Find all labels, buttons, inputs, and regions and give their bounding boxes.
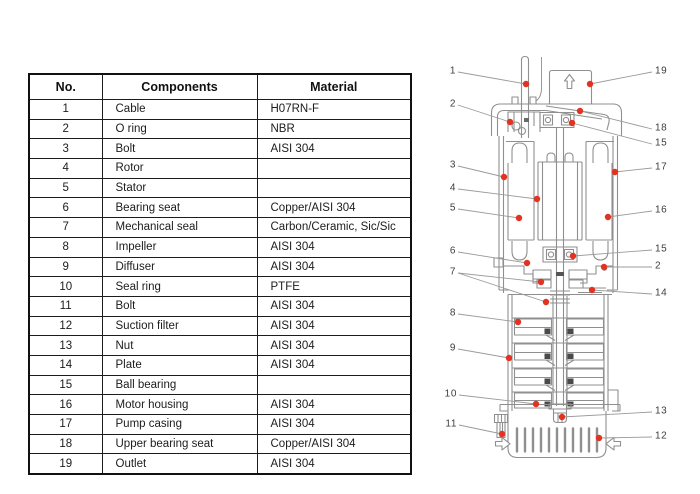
row-number: 9 [29,257,102,277]
material-value: Copper/AISI 304 [257,434,411,454]
callout-leader-line [458,314,518,322]
component-marker-dot [596,435,602,441]
row-number: 19 [29,454,102,474]
callout-number: 15 [655,243,668,255]
material-value [257,159,411,179]
bearing-seat-part [504,266,541,283]
component-name: O ring [102,119,257,139]
material-value: AISI 304 [257,316,411,336]
callout-leader-line [580,111,652,129]
table-row [29,375,411,395]
row-number: 8 [29,237,102,257]
material-value: Carbon/Ceramic, Sic/Sic [257,218,411,238]
row-number: 17 [29,415,102,435]
row-number: 15 [29,375,102,395]
row-number: 4 [29,159,102,179]
component-name: Bolt [102,296,257,316]
table-row [29,159,411,179]
row-number: 14 [29,355,102,375]
material-value [257,178,411,198]
table-row [29,434,411,454]
col-header-material: Material [257,74,411,100]
component-name: Motor housing [102,395,257,415]
callout-number: 14 [655,287,668,299]
callout-leader-line [458,209,519,218]
component-marker-dot [589,287,595,293]
row-number: 10 [29,277,102,297]
row-number: 7 [29,218,102,238]
table-row [29,139,411,159]
pump-stage [512,318,604,341]
callout-leader-line [458,105,510,122]
table-header-row [29,74,411,100]
component-name: Seal ring [102,277,257,297]
material-value [257,375,411,395]
component-marker-dot [507,119,513,125]
component-name: Diffuser [102,257,257,277]
outlet-part [550,71,592,105]
component-marker-dot [515,319,521,325]
material-value: AISI 304 [257,454,411,474]
component-marker-dot [516,215,522,221]
table-row [29,218,411,238]
callout-number: 16 [655,204,668,216]
component-marker-dot [587,81,593,87]
bearing-seat-part [580,266,613,283]
row-number: 13 [29,336,102,356]
component-name: Rotor [102,159,257,179]
component-marker-dot [577,108,583,114]
callout-number: 7 [449,266,456,278]
pump-cross-section-diagram [438,48,700,478]
callout-number: 8 [449,307,456,319]
pump-stage [512,392,604,408]
material-value: AISI 304 [257,257,411,277]
material-value: AISI 304 [257,237,411,257]
material-value: AISI 304 [257,355,411,375]
callout-number: 19 [655,65,668,77]
table-row [29,395,411,415]
rotor-part [538,162,582,240]
component-marker-dot [605,214,611,220]
callout-leader-line [615,168,652,172]
component-marker-dot [499,431,505,437]
table-row [29,336,411,356]
component-name: Outlet [102,454,257,474]
component-name: Cable [102,100,257,120]
callout-leader-line [458,166,504,177]
row-number: 16 [29,395,102,415]
table-row [29,454,411,474]
callout-leader-line [459,425,502,434]
component-marker-dot [559,414,565,420]
row-number: 12 [29,316,102,336]
table-row [29,316,411,336]
component-marker-dot [506,355,512,361]
stator-winding-head [512,143,527,163]
upper-ball-bearing-part [540,113,574,128]
material-value: AISI 304 [257,415,411,435]
callout-number: 15 [655,137,668,149]
table-row [29,119,411,139]
component-marker-dot [538,279,544,285]
component-marker-dot [543,299,549,305]
material-value: PTFE [257,277,411,297]
component-name: Stator [102,178,257,198]
callout-leader-line [458,349,509,358]
table-row [29,415,411,435]
material-value: AISI 304 [257,336,411,356]
component-marker-dot [612,169,618,175]
component-name: Upper bearing seat [102,434,257,454]
table-row [29,100,411,120]
table-row [29,178,411,198]
component-name: Ball bearing [102,375,257,395]
flow-up-arrow-icon [565,75,575,89]
col-header-no: No. [29,74,102,100]
callout-leader-line [458,72,526,84]
motor-housing-part [499,136,618,293]
row-number: 18 [29,434,102,454]
callout-number: 4 [449,182,456,194]
callout-leader-line [562,412,652,417]
row-number: 11 [29,296,102,316]
shaft-nut-part [549,404,571,423]
stator-winding-head [593,143,608,163]
callout-number: 3 [449,159,456,171]
component-marker-dot [569,120,575,126]
table-row [29,237,411,257]
table-row [29,198,411,218]
callout-leader-line [458,252,527,263]
callout-leader-line [599,437,652,438]
row-number: 2 [29,119,102,139]
col-header-components: Components [102,74,257,100]
callout-number: 18 [655,122,668,134]
callout-number: 2 [655,260,662,272]
callout-number: 5 [449,202,456,214]
component-marker-dot [534,196,540,202]
callout-number: 10 [444,388,457,400]
table-row [29,257,411,277]
pump-casing-part [508,295,612,412]
component-name: Suction filter [102,316,257,336]
callout-number: 11 [445,418,457,430]
callout-number: 6 [449,245,456,257]
pump-stage [512,343,604,366]
component-marker-dot [524,260,530,266]
row-number: 1 [29,100,102,120]
row-number: 5 [29,178,102,198]
component-marker-dot [570,253,576,259]
callout-number: 1 [449,65,456,77]
callout-leader-line [458,189,537,199]
filter-slots [517,429,597,452]
component-name: Nut [102,336,257,356]
component-name: Impeller [102,237,257,257]
component-name: Mechanical seal [102,218,257,238]
callout-leader-line [608,211,652,217]
component-marker-dot [601,264,607,270]
callout-number: 17 [655,161,668,173]
material-value: AISI 304 [257,395,411,415]
callout-number: 9 [449,342,456,354]
callout-number: 13 [655,405,668,417]
pump-stage [512,368,604,391]
component-name: Pump casing [102,415,257,435]
component-marker-dot [501,174,507,180]
table-row [29,355,411,375]
callout-leader-line [459,395,536,404]
component-name: Bolt [102,139,257,159]
row-number: 6 [29,198,102,218]
component-marker-dot [523,81,529,87]
material-value: AISI 304 [257,139,411,159]
table-row [29,277,411,297]
component-marker-dot [533,401,539,407]
material-value: Copper/AISI 304 [257,198,411,218]
inlet-arrow-right-icon [606,438,621,451]
component-name: Plate [102,355,257,375]
material-value: H07RN-F [257,100,411,120]
table-row [29,296,411,316]
shaft-part [557,127,564,406]
row-number: 3 [29,139,102,159]
component-name: Bearing seat [102,198,257,218]
components-table [28,73,412,475]
callout-number: 2 [449,98,456,110]
material-value: AISI 304 [257,296,411,316]
material-value: NBR [257,119,411,139]
callout-number: 12 [655,430,668,442]
callout-leader-line [590,72,652,84]
